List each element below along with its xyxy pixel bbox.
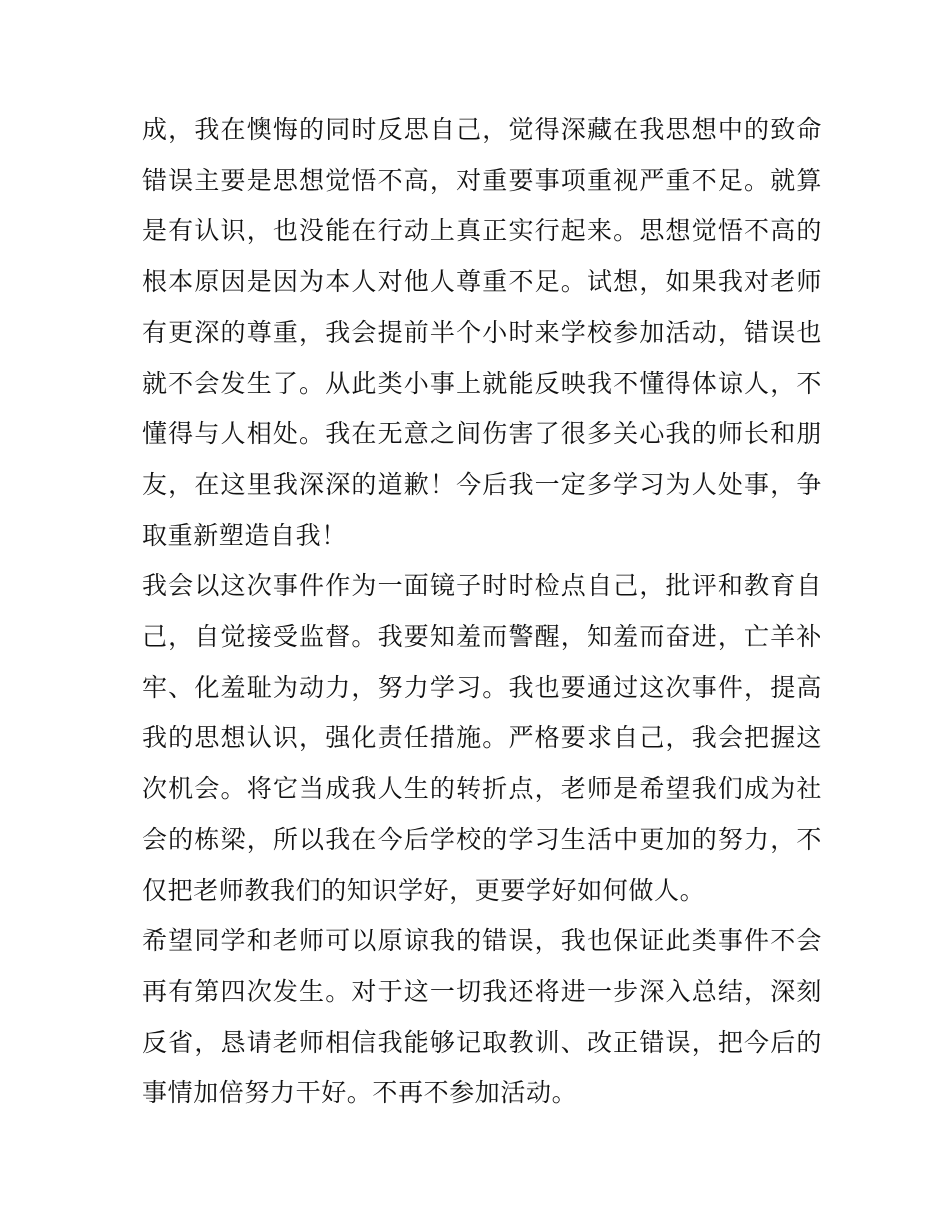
paragraph-1: 成，我在懊悔的同时反思自己，觉得深藏在我思想中的致命错误主要是思想觉悟不高，对重要事项重视严重不足。就算是有认识，也没能在行动上真正实行起来。思想觉悟不高的根本原因是因为本人对他人尊重不足。试想，如果我对老师有更深的尊重，我会提前半个小时来学校参加活动，错误也就不会发生了。从此类小事上就能反映我不懂得体谅人，不懂得与人相处。我在无意之间伤害了很多关心我的师长和朋友，在这里我深深的道歉！今后我一定多学习为人处事，争取重新塑造自我！ [142,115,822,550]
paragraph-2: 我会以这次事件作为一面镜子时时检点自己，批评和教育自己，自觉接受监督。我要知羞而警醒，知羞而奋进，亡羊补牢、化羞耻为动力，努力学习。我也要通过这次事件，提高我的思想认识，强化责任措施。严格要求自己，我会把握这次机会。将它当成我人生的转折点，老师是希望我们成为社会的栋梁，所以我在今后学校的学习生活中更加的努力，不仅把老师教我们的知识学好，更要学好如何做人。 [142,571,822,905]
paragraph-3: 希望同学和老师可以原谅我的错误，我也保证此类事件不会再有第四次发生。对于这一切我还将进一步深入总结，深刻反省，恳请老师相信我能够记取教训、改正错误，把今后的事情加倍努力干好。不再不参加活动。 [142,926,822,1108]
document-body [142,105,822,1119]
